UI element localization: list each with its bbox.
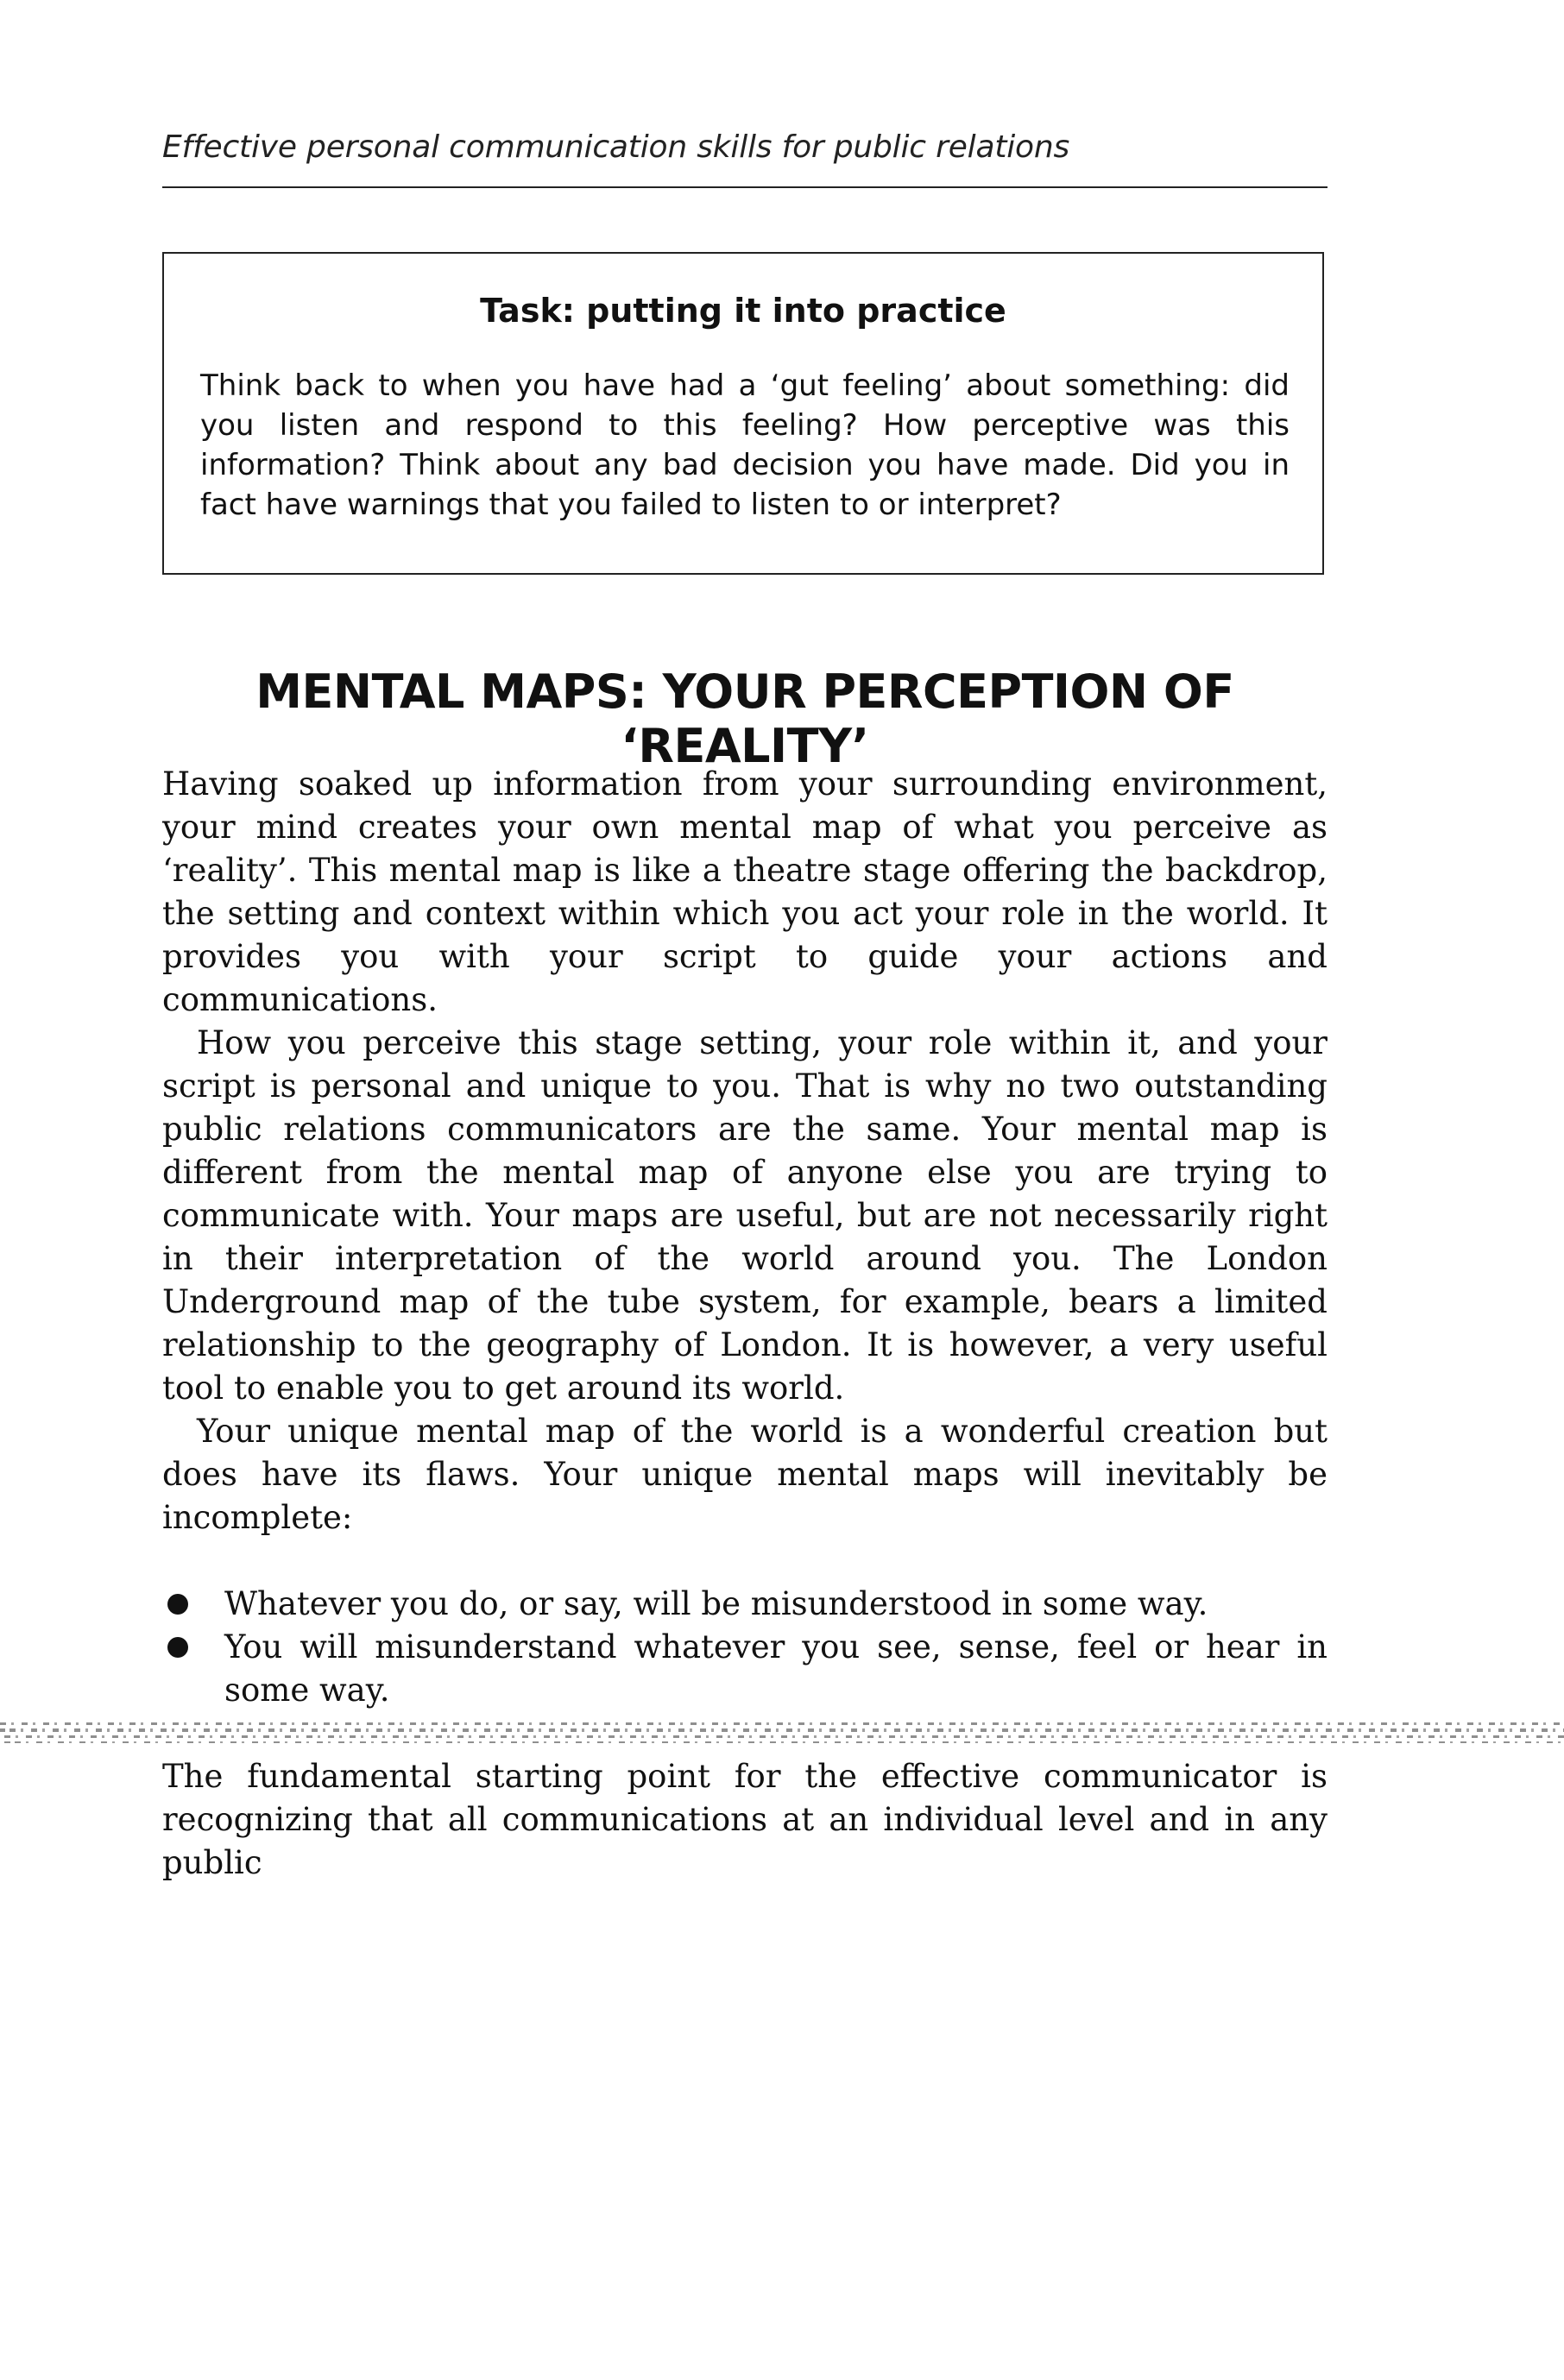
bullet-list bbox=[162, 1583, 1328, 1712]
header-rule bbox=[162, 186, 1328, 188]
scan-line bbox=[0, 1722, 1564, 1725]
paragraph: Having soaked up information from your surrounding environment, your mind creates your own mental map of what you perceive as ‘reality’. This mental map is like a theatre stage offering the backdrop, the setting and context within which you act your role in the world. It provides you with your script to guide your actions and communications. bbox=[162, 765, 1328, 1018]
bullet-text: Whatever you do, or say, will be misunderstood in some way. bbox=[224, 1585, 1208, 1622]
bullet-icon bbox=[167, 1594, 188, 1615]
task-box bbox=[162, 252, 1324, 575]
running-header: Effective personal communication skills for public relations bbox=[162, 129, 1070, 165]
bullet-item bbox=[162, 1583, 1328, 1626]
paragraph: Your unique mental map of the world is a wonderful creation but does have its flaws. Your unique mental maps will inevitably be incomplete: bbox=[162, 1413, 1328, 1536]
task-box-body: Think back to when you have had a ‘gut feeling’ about something: did you listen and respond to this feeling? How perceptive was this information? Think about any bad decision you have made. Did you in fact have warnings that you failed to listen to or interpret? bbox=[200, 368, 1290, 522]
section-heading: MENTAL MAPS: YOUR PERCEPTION OF ‘REALITY’ bbox=[255, 664, 1234, 773]
paragraph: How you perceive this stage setting, your role within it, and your script is personal and unique to you. That is why no two outstanding public relations communicators are the same. Your mental map is different from the mental map of anyone else you are trying to communicate with. Your maps are useful, but are not necessarily right in their interpretation of the world around you. The London Underground map of the tube system, for example, bears a limited relationship to the geography of London. It is however, a very useful tool to enable you to get around its world. bbox=[162, 1024, 1328, 1407]
scan-line bbox=[0, 1741, 1564, 1743]
scan-line bbox=[0, 1735, 1564, 1738]
scan-line bbox=[0, 1728, 1564, 1732]
body-text bbox=[162, 763, 1328, 1881]
closing-paragraph: The fundamental starting point for the effective communicator is recognizing that all communications at an individual level and in any public bbox=[162, 1758, 1328, 1881]
bullet-item bbox=[162, 1626, 1328, 1712]
task-box-title: Task: putting it into practice bbox=[480, 292, 1006, 330]
bullet-text: You will misunderstand whatever you see, sense, feel or hear in some way. bbox=[224, 1628, 1328, 1709]
scan-distortion bbox=[0, 1721, 1564, 1755]
bullet-icon bbox=[167, 1637, 188, 1658]
